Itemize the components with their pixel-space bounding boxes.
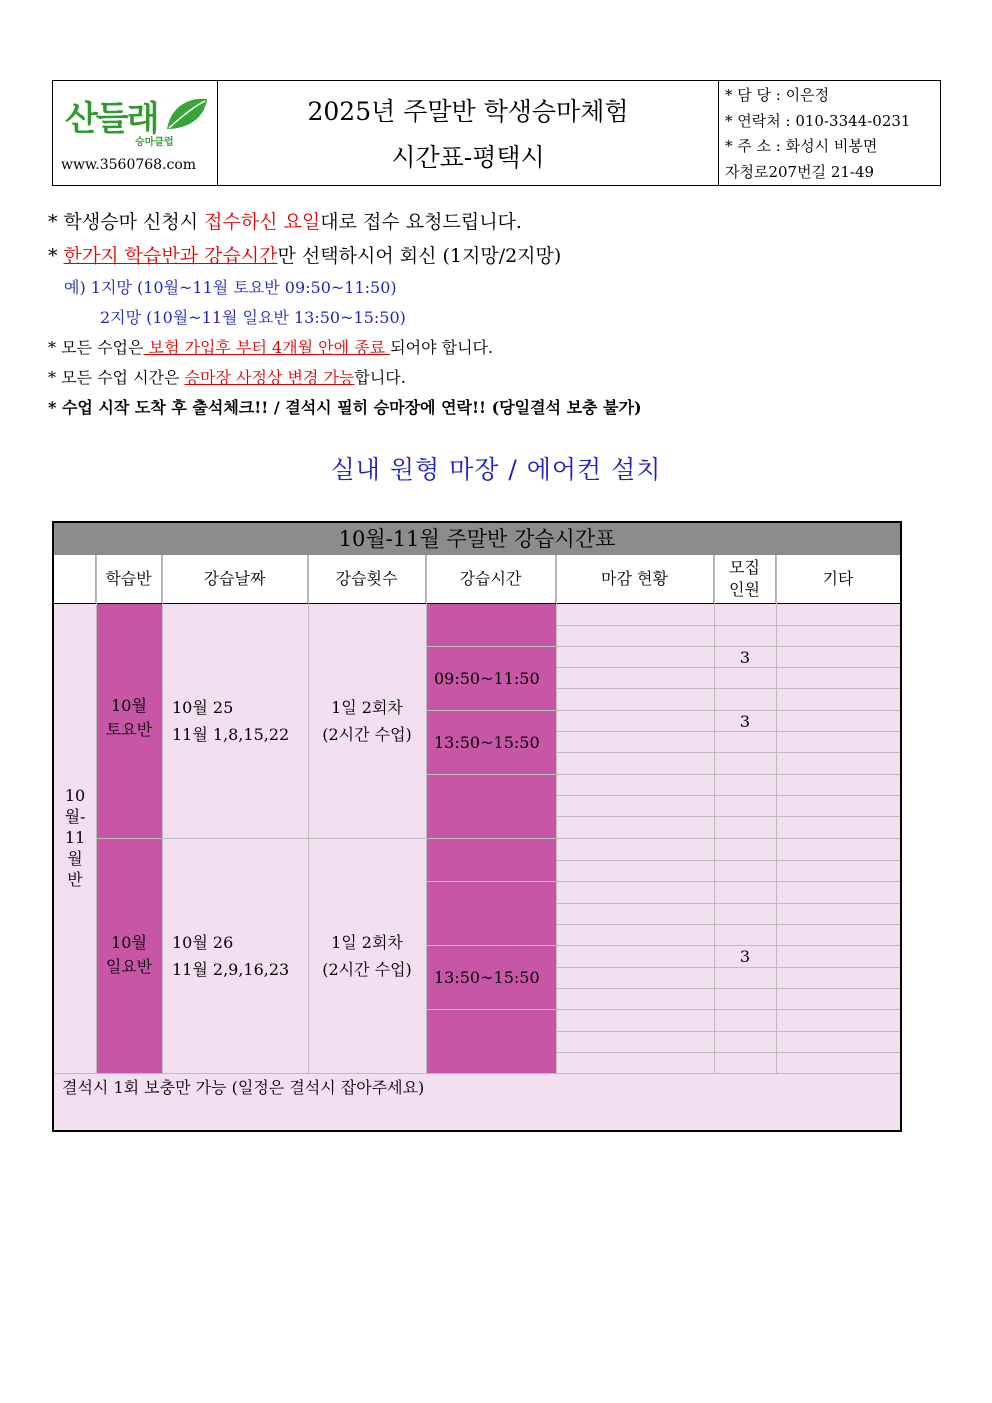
header-capacity: 모집 인원 [714,555,776,603]
date-text: 10월 26 [172,933,234,952]
slot-divider [426,1009,900,1010]
slot-divider [426,774,900,775]
period-text: 월 [67,849,83,868]
date-text: 11월 2,9,16,23 [172,960,290,979]
notice-list [48,205,948,423]
capacity-value: 3 [739,648,751,667]
notice-text: 되어야 합니다. [390,338,494,357]
grid-line [162,555,163,1073]
contact-address: * 주 소 : 화성시 비봉면 [725,137,878,155]
facility-subtitle: 실내 원형 마장 / 에어컨 설치 [330,455,662,484]
row-line [556,816,900,817]
period-text: 반 [67,870,83,889]
grid-line [426,555,427,1073]
notice-text: * 학생승마 신청시 [48,211,205,233]
dates-sunday [172,929,308,983]
slot-divider [426,945,900,946]
capacity-value: 3 [739,712,751,731]
count-text: 1일 2회차 [331,933,403,952]
grid-line [556,555,557,1073]
time-slot: 09:50~11:50 [434,669,540,688]
header-time: 강습시간 [426,555,556,603]
notice-highlight: 접수하신 요일 [204,211,321,233]
date-text: 10월 25 [172,698,234,717]
schedule-title: 10월-11월 주말반 강습시간표 [54,523,900,555]
notice-line [48,239,948,273]
header-class: 학습반 [96,555,162,603]
logo [53,81,218,185]
class-saturday [96,694,162,742]
notice-highlight: 승마장 사정상 변경 가능 [184,368,355,387]
notice-text: * 모든 수업 시간은 [48,368,185,387]
notice-highlight: 한가지 학습반과 강습시간 [63,245,278,267]
slot-divider [426,881,900,882]
group-divider [96,838,900,839]
title-line-1: 2025년 주말반 학생승마체험 [307,97,629,126]
title-line-2: 시간표-평택시 [391,143,545,172]
contact-address-2: 자청로207번길 21-49 [725,162,875,181]
period-text: 월- [64,807,86,826]
row-line [556,795,900,796]
header-blank [54,555,96,603]
class-label: 10월 [111,696,147,715]
class-label: 토요반 [105,720,153,739]
website-url: www.3560768.com [61,157,197,173]
notice-line: * 수업 시작 도착 후 출석체크!! / 결석시 필히 승마장에 연락!! (당일결석 보충 불가) [48,398,642,417]
row-line [556,924,900,925]
class-sunday [96,931,162,979]
header-other: 기타 [822,569,854,588]
notice-line [48,205,948,239]
row-line [556,903,900,904]
slot-divider [426,646,900,647]
row-line [556,625,900,626]
notice-line [48,363,948,393]
contact-phone: * 연락처 : 010-3344-0231 [725,111,911,130]
logo-text: 산들래 [65,99,158,139]
notice-text: * [48,245,64,267]
row-line [556,1031,900,1032]
grid-line [714,555,715,1073]
count-text: (2시간 수업) [322,725,412,744]
date-text: 11월 1,8,15,22 [172,725,290,744]
notice-text: 대로 접수 요청드립니다. [320,211,522,233]
capacity-value: 3 [739,947,751,966]
row-line [556,688,900,689]
row-line [556,988,900,989]
time-slot: 13:50~15:50 [434,733,540,752]
contact-info [719,81,940,185]
count-sunday [308,929,426,983]
page-title [218,81,719,185]
notice-text: 만 선택하시어 회신 (1지망/2지망) [277,245,562,267]
example-line-2: 2지망 (10월~11월 일요반 13:50~15:50) [100,308,406,327]
grid-line [308,555,309,1073]
leaf-icon [165,95,209,133]
schedule-table [52,521,902,1132]
grid-line [96,555,97,1073]
class-label: 10월 [111,933,147,952]
notice-line [48,333,948,363]
notice-text: * 모든 수업은 [48,338,144,357]
contact-manager: * 담 당 : 이은정 [725,86,830,104]
row-line [556,860,900,861]
period-text: 10 [64,786,86,805]
header-box [52,80,941,186]
logo-subtext: 승마클럽 [135,137,174,148]
period-text: 11 [64,828,86,847]
header-dates: 강습날짜 [162,555,308,603]
table-footer: 결석시 1회 보충만 가능 (일정은 결석시 잡아주세요) [54,1073,900,1130]
header-count: 강습횟수 [308,555,426,603]
grid-line [776,555,777,1073]
notice-highlight: 보험 가입후 부터 4개월 안에 종료 [143,338,391,357]
row-line [556,1052,900,1053]
count-text: (2시간 수업) [322,960,412,979]
slot-divider [426,710,900,711]
header-status: 마감 현황 [556,555,714,603]
time-slot: 13:50~15:50 [434,968,540,987]
count-text: 1일 2회차 [331,698,403,717]
count-saturday [308,694,426,748]
dates-saturday [172,694,308,748]
row-line [556,752,900,753]
example-line-1: 예) 1지망 (10월~11월 토요반 09:50~11:50) [64,278,397,297]
period-label [54,785,96,890]
notice-text: 합니다. [354,368,406,387]
class-label: 일요반 [105,957,153,976]
